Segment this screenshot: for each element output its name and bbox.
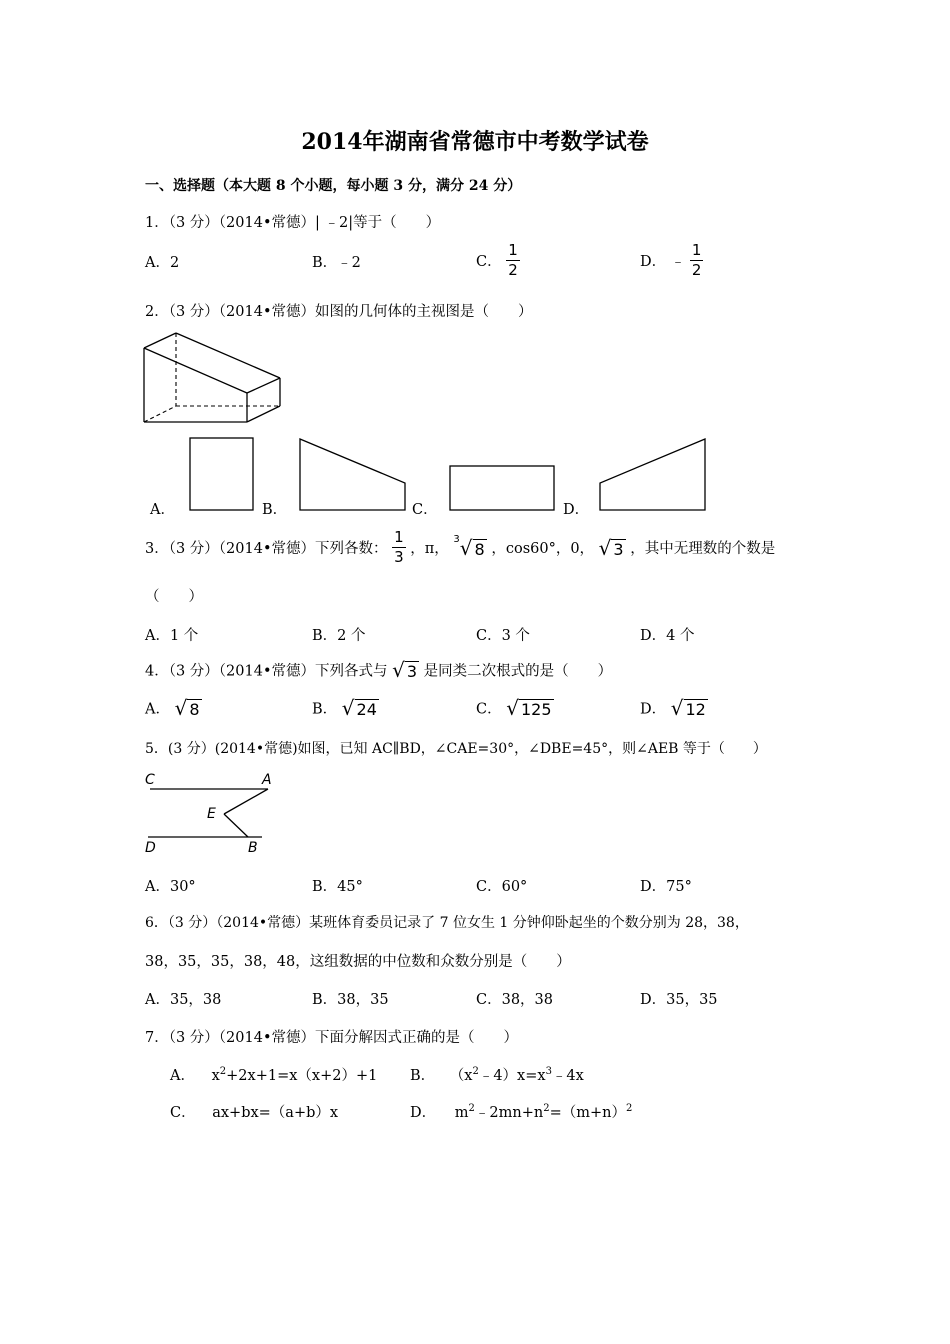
expr: m (454, 1105, 469, 1121)
option-label: A． (170, 1068, 195, 1084)
numerator: 1 (508, 241, 518, 259)
root-index: 3 (453, 533, 460, 545)
stem-text: 4．（3 分）（2014•常德）下列各式与 (145, 663, 388, 680)
point-d-label: D (145, 840, 156, 856)
question-3-option-d: D．4 个 (640, 628, 695, 644)
question-2-stem: 2．（3 分）（2014•常德）如图的几何体的主视图是（ ） (145, 304, 533, 320)
cos-text: ，cos60°，0， (491, 541, 595, 557)
question-6-option-c: C．38，38 (476, 992, 553, 1008)
stem-text: 3．（3 分）（2014•常德）下列各数： (145, 541, 388, 557)
question-2-option-a: A． (150, 502, 175, 518)
stem-text: ，其中无理数的个数是 (630, 541, 776, 557)
denominator: 2 (691, 261, 702, 279)
option-label: D． (410, 1105, 437, 1121)
radical-sign: √ (598, 535, 612, 560)
radicand: 3 (406, 662, 418, 681)
segment-ae (224, 789, 268, 814)
exponent: 3 (545, 1066, 552, 1078)
minus-sign: ﹣ (670, 254, 686, 270)
pi-text: ，π， (410, 541, 449, 557)
radicand: 125 (520, 700, 552, 719)
question-3-answer-paren: （ ） (145, 589, 203, 605)
option-label: C． (170, 1105, 196, 1121)
question-7-stem: 7．（3 分）（2014•常德）下面分解因式正确的是（ ） (145, 1030, 519, 1046)
question-6-option-b: B．38，35 (312, 992, 389, 1008)
question-5-stem: 5．(3 分）(2014•常德)如图，已知 AC∥BD，∠CAE=30°，∠DBE=45°，则∠AEB 等于（ ） (145, 741, 767, 757)
question-1-stem: 1．（3 分）（2014•常德）| ﹣2|等于（ ） (145, 215, 441, 231)
point-a-label: A (262, 772, 272, 788)
segment-eb (224, 814, 248, 837)
question-1-option-b: B．﹣2 (312, 255, 361, 271)
expr: =（m+n） (549, 1105, 626, 1121)
question-3-option-c: C．3 个 (476, 628, 530, 644)
radicand: 24 (356, 700, 377, 719)
question-6-stem-line-2: 38，35，35，38，48，这组数据的中位数和众数分别是（ ） (145, 954, 571, 970)
expr: ﹣4）x=x (478, 1068, 546, 1084)
question-7-option-c (170, 1101, 338, 1122)
question-6-option-a: A．35，38 (145, 992, 222, 1008)
option-label: C． (476, 254, 502, 270)
question-7-option-b (410, 1064, 584, 1085)
denominator: 3 (394, 548, 404, 566)
expr: x (211, 1068, 220, 1084)
option-label: B． (312, 701, 338, 718)
question-7-option-d (410, 1101, 632, 1122)
question-2-option-d: D． (563, 502, 590, 518)
radicand: 12 (685, 700, 706, 719)
question-2-option-c: C． (412, 502, 438, 518)
question-2-option-b: B． (262, 502, 288, 518)
expr: +2x+1=x（x+2）+1 (226, 1068, 378, 1084)
expr: ﹣2mn+n (474, 1105, 544, 1121)
option-label: A． (145, 701, 170, 718)
radicand: 8 (474, 539, 485, 559)
question-3-option-a: A．1 个 (145, 628, 199, 644)
exponent: 2 (468, 1103, 475, 1115)
expr: ax+bx=（a+b）x (212, 1105, 339, 1121)
denominator: 2 (508, 261, 518, 279)
exponent: 2 (472, 1066, 479, 1078)
option-label: C． (476, 701, 502, 718)
question-7-option-a (170, 1064, 377, 1085)
question-1-option-a: A．2 (145, 255, 180, 271)
question-5-option-c: C．60° (476, 879, 528, 895)
expr: ﹣4x (551, 1068, 584, 1084)
expr: （x (449, 1068, 473, 1084)
question-6-stem-line-1: 6．（3 分）（2014•常德）某班体育委员记录了 7 位女生 1 分钟仰卧起坐的个数分别为 28，38， (145, 915, 749, 931)
exponent: 2 (219, 1066, 227, 1078)
point-c-label: C (145, 772, 155, 788)
point-e-label: E (207, 806, 216, 822)
radical-sign: √ (670, 696, 684, 720)
radical-sign: √ (506, 696, 519, 720)
option-label: B． (410, 1068, 436, 1084)
option-label: D． (640, 254, 667, 270)
numerator: 1 (691, 241, 702, 259)
question-5-option-b: B．45° (312, 879, 363, 895)
radicand: 8 (189, 700, 200, 719)
stem-text: 是同类二次根式的是（ ） (423, 663, 613, 680)
section-heading: 一、选择题（本大题 8 个小题，每小题 3 分，满分 24 分） (145, 178, 522, 194)
question-6-option-d: D．35，35 (640, 992, 718, 1008)
radicand: 3 (613, 539, 624, 559)
radical-sign: √ (392, 658, 405, 682)
exponent: 2 (625, 1103, 633, 1115)
numerator: 1 (394, 528, 404, 546)
question-5-option-a: A．30° (145, 879, 196, 895)
radical-sign: √ (459, 535, 473, 560)
question-3-option-b: B．2 个 (312, 628, 366, 644)
radical-sign: √ (341, 696, 355, 720)
radical-sign: √ (174, 696, 188, 720)
option-label: D． (640, 701, 667, 718)
page-title: 2014年湖南省常德市中考数学试卷 (301, 129, 649, 155)
question-5-option-d: D．75° (640, 879, 692, 895)
exponent: 2 (543, 1103, 550, 1115)
point-b-label: B (248, 840, 258, 856)
